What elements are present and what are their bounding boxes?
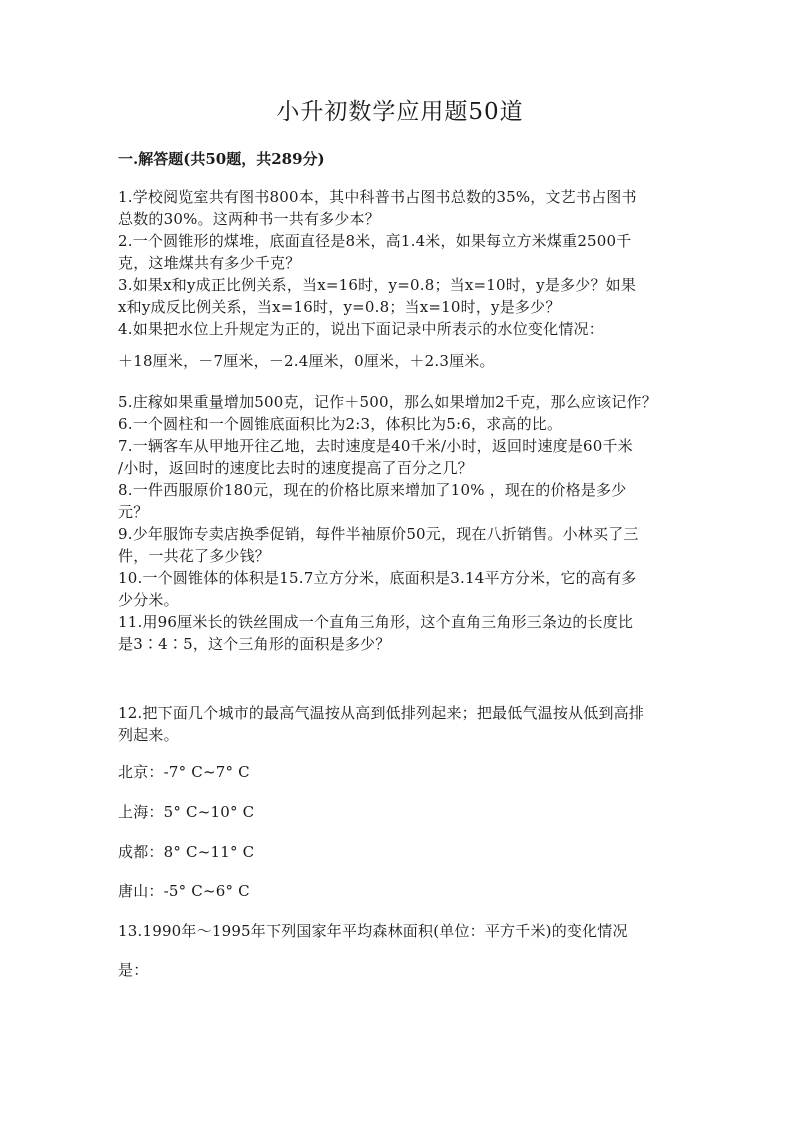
question-line: 是3∶4∶5，这个三角形的面积是多少？: [118, 635, 391, 653]
temperature-tangshan: [118, 880, 690, 902]
question-line: 上海：5° C~10° C: [118, 803, 255, 821]
question-line: 2.一个圆锥形的煤堆，底面直径是8米，高1.4米，如果每立方米煤重2500千: [118, 232, 632, 250]
question-line: 1.学校阅览室共有图书800本，其中科普书占图书总数的35%，文艺书占图书: [118, 188, 637, 206]
question-line: x和y成反比例关系，当x=16时，y=0.8；当x=10时，y是多少？: [118, 298, 561, 316]
question-line: 12.把下面几个城市的最高气温按从高到低排列起来；把最低气温按从低到高排: [118, 704, 645, 722]
question-line: 是：: [118, 961, 149, 979]
question-12: [118, 702, 690, 746]
question-line: 成都：8° C~11° C: [118, 843, 255, 861]
question-line: 总数的30%。这两种书一共有多少本？: [118, 210, 380, 228]
question-line: 4.如果把水位上升规定为正的，说出下面记录中所表示的水位变化情况：: [118, 320, 604, 338]
question-line: 件，一共花了多少钱？: [118, 547, 271, 565]
question-line: /小时，返回时的速度比去时的速度提高了百分之几？: [118, 459, 473, 477]
section-heading: 一.解答题(共50题，共289分): [118, 150, 325, 168]
temperature-chengdu: [118, 841, 690, 863]
question-line: 元？: [118, 503, 149, 521]
temperature-shanghai: [118, 801, 690, 823]
question-line: 11.用96厘米长的铁丝围成一个直角三角形，这个直角三角形三条边的长度比: [118, 613, 634, 631]
question-13-continued: [118, 959, 690, 981]
question-line: 7.一辆客车从甲地开往乙地，去时速度是40千米/小时，返回时速度是60千米: [118, 437, 633, 455]
page-title: 小升初数学应用题50道: [276, 99, 524, 125]
question-line: ＋18厘米，－7厘米，－2.4厘米，0厘米，＋2.3厘米。: [118, 352, 495, 370]
question-line: 唐山：-5° C~6° C: [118, 882, 250, 900]
question-line: 列起来。: [118, 726, 179, 744]
question-line: 北京：-7° C~7° C: [118, 763, 250, 781]
question-line: 9.少年服饰专卖店换季促销，每件半袖原价50元，现在八折销售。小林买了三: [118, 525, 639, 543]
question-line: 10.一个圆锥体的体积是15.7立方分米，底面积是3.14平方分米，它的高有多: [118, 569, 637, 587]
question-line: 13.1990年～1995年下列国家年平均森林面积(单位：平方千米)的变化情况: [118, 922, 628, 940]
question-line: 3.如果x和y成正比例关系，当x=16时，y=0.8；当x=10时，y是多少？如果: [118, 276, 637, 294]
question-line: 8.一件西服原价180元，现在的价格比原来增加了10% ，现在的价格是多少: [118, 481, 627, 499]
question-13: [118, 920, 690, 942]
question-line: 克，这堆煤共有多少千克？: [118, 254, 301, 272]
question-line: 6.一个圆柱和一个圆锥底面积比为2:3，体积比为5:6，求高的比。: [118, 415, 563, 433]
questions-block-1: [118, 186, 690, 340]
question-line: 少分米。: [118, 591, 179, 609]
temperature-beijing: [118, 761, 690, 783]
water-level-records: [118, 350, 690, 372]
questions-block-2: [118, 391, 690, 655]
question-line: 5.庄稼如果重量增加500克，记作＋500，那么如果增加2千克，那么应该记作？: [118, 393, 657, 411]
